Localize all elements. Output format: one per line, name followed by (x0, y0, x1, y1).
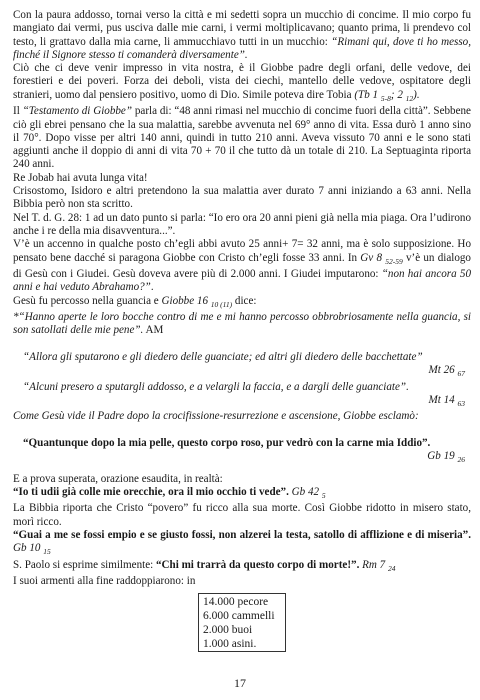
job16-reference: Giobbe 16 $_{10 (11)}$ (161, 294, 233, 309)
quote-gb42-line (13, 486, 471, 503)
paragraph-cheek: Gesù fu percosso nella guancia e Giobbe 16 $_{10 (11)}$ dice: (13, 294, 257, 309)
paragraph-job-father (13, 62, 471, 105)
intro-text: Con la paura addosso, tornai verso la città e mi sedetti sopra un mucchio di concime. Il mio corpo fu mangiato dai vermi, pus usciva dalle mie carni, i vermi moltiplicavano; quanto prima, li prendevo col testo, li grattavo dalla mia carne, li ammucchiavo tutti in un mucchio: (13, 9, 471, 48)
jews-quote: “non hai ancora 50 anni e hai veduto Abrahamo?” (13, 268, 471, 294)
ref-gb42: Gb 42 $_5$ (291, 485, 326, 501)
quote-gb10-line (13, 529, 471, 559)
paragraph-proof: E a prova superata, orazione esaudita, in realtà: (13, 472, 223, 485)
ref-gb10: Gb 10 $_{15}$ (13, 542, 51, 557)
paragraph-crisostomo: Crisostomo, Isidoro e altri pretendono la sua malattia aver durato 7 anni iniziando a 63 anni. Nella Bibbia però non sta scritto. (13, 185, 471, 211)
herds-inventory-box (198, 593, 286, 652)
page-body (13, 9, 471, 589)
testament-title: “Testamento di Giobbe” (22, 105, 133, 118)
quote-gb10: “Guai a me se fossi empio e se giusto fossi, non alzerei la testa, satollo di afflizione e di miseria”. (13, 528, 471, 541)
paragraph-herds: I suoi armenti alla fine raddoppiarono: in (13, 575, 196, 588)
paragraph-testament: Il “Testamento di Giobbe” parla di: “48 anni rimasi nel mucchio di concime fuori della città”. Sebbene ciò gli ebrei pensano che la sua malattia, sarebbe avvenuta nel 69° anno di vita. Essa durò 1 anno sino il 70°. Dopo visse per altri 140 anni, quindi in tutto 210 anni. Aveva vissuto 70 anni e le sono stati aggiunti anche il doppio di anni di vita 70 + 70 il che tutto dà un totale di 210. La Septuaginta riporta 240 anni. (13, 105, 471, 171)
quote-gb19: “Quantunque dopo la mia pelle, questo corpo roso, pur vedrò con la carne mia Iddio”. (23, 436, 431, 449)
ref-mt26: Mt 26 $_{67}$ (428, 364, 465, 379)
paragraph-paul: S. Paolo si esprime similmente: “Chi mi trarrà da questo corpo di morte!”. Rm 7 $_{24}$ (13, 558, 396, 573)
inventory-item: 14.000 pecore (203, 596, 269, 608)
inventory-item: 1.000 asini. (203, 638, 257, 650)
quote-mt14: “Alcuni presero a sputargli addosso, e a velargli la faccia, e a dargli delle guanciate”. (23, 380, 409, 393)
paragraph-ascension: Come Gesù vide il Padre dopo la crocifissione-resurrezione e ascensione, Giobbe esclamò: (13, 410, 419, 423)
paragraph-age: V’è un accenno in qualche posto ch’egli abbi avuto 25 anni+ 7= 32 anni, ma è solo supposizione. Ho pensato bene dacché si paragona Giobbe con Cristo ch’egli fosse 33 anni. In Gv 8 $_{52-59}$ v’è un dialogo di Gesù con i Giudei. Gesù doveva avere più di 2.000 anni. I Giudei imputarono: “non hai ancora 50 anni e hai veduto Abrahamo?”. (13, 238, 471, 294)
paragraph-jobab: Re Jobab hai avuta lunga vita! (13, 171, 148, 184)
ref-gb19: Gb 19 $_{26}$ (427, 450, 465, 465)
intro-quote: “Rimani qui, dove ti ho messo, finché il Signore stesso ti comanderà diversamente”. (13, 35, 472, 61)
paragraph-cheek-quote (13, 311, 471, 338)
paragraph-intro (13, 9, 471, 62)
inventory-item: 2.000 buoi (203, 624, 253, 636)
job16-quote: *“Hanno aperte le loro bocche contro di me e mi hanno percosso obbrobriosamente nella guancia, si son satollati delle mie pene”. (13, 311, 471, 337)
tobit-reference: (Tb 1 $_{5-8}$; 2 $_{12}$). (354, 88, 420, 103)
paragraph-tdg: Nel T. d. G. 28: 1 ad un dato punto si parla: “Io ero ora 20 anni pieni già nella mia piaga. Ora l’udirono anche i re della mia disavventura...”. (13, 211, 471, 237)
ref-mt14: Mt 14 $_{63}$ (428, 393, 465, 409)
quote-gb42: “Io ti udii già colle mie orecchie, ora il mio occhio ti vede”. (13, 485, 289, 498)
ref-rm7: Rm 7 $_{24}$ (362, 558, 396, 573)
signature-am: AM (143, 324, 164, 337)
gv-reference: Gv 8 $_{52-59}$ (360, 251, 403, 266)
quote-mt26: “Allora gli sputarono e gli diedero delle guanciate; ed altri gli diedero delle bacchettate” (23, 350, 423, 363)
inventory-item: 6.000 cammelli (203, 610, 275, 622)
job-father-text: Ciò che ci deve venir impresso in vita nostra, è il Giobbe padre degli orfani, delle vedove, dei forestieri e dei poveri. Forza dei deboli, vista dei ciechi, mantello delle vedove, ospitatore degli stranieri, uomo dal pensiero positivo, uomo di Dio. Simile poteva dire Tobia (13, 62, 471, 101)
page-number: 17 (234, 676, 246, 690)
paragraph-rich: La Bibbia riporta che Cristo “povero” fu ricco alla sua morte. Così Giobbe ridotto in misero stato, morì ricco. (13, 502, 471, 528)
quote-rm7: “Chi mi trarrà da questo corpo di morte!”. (155, 558, 360, 571)
